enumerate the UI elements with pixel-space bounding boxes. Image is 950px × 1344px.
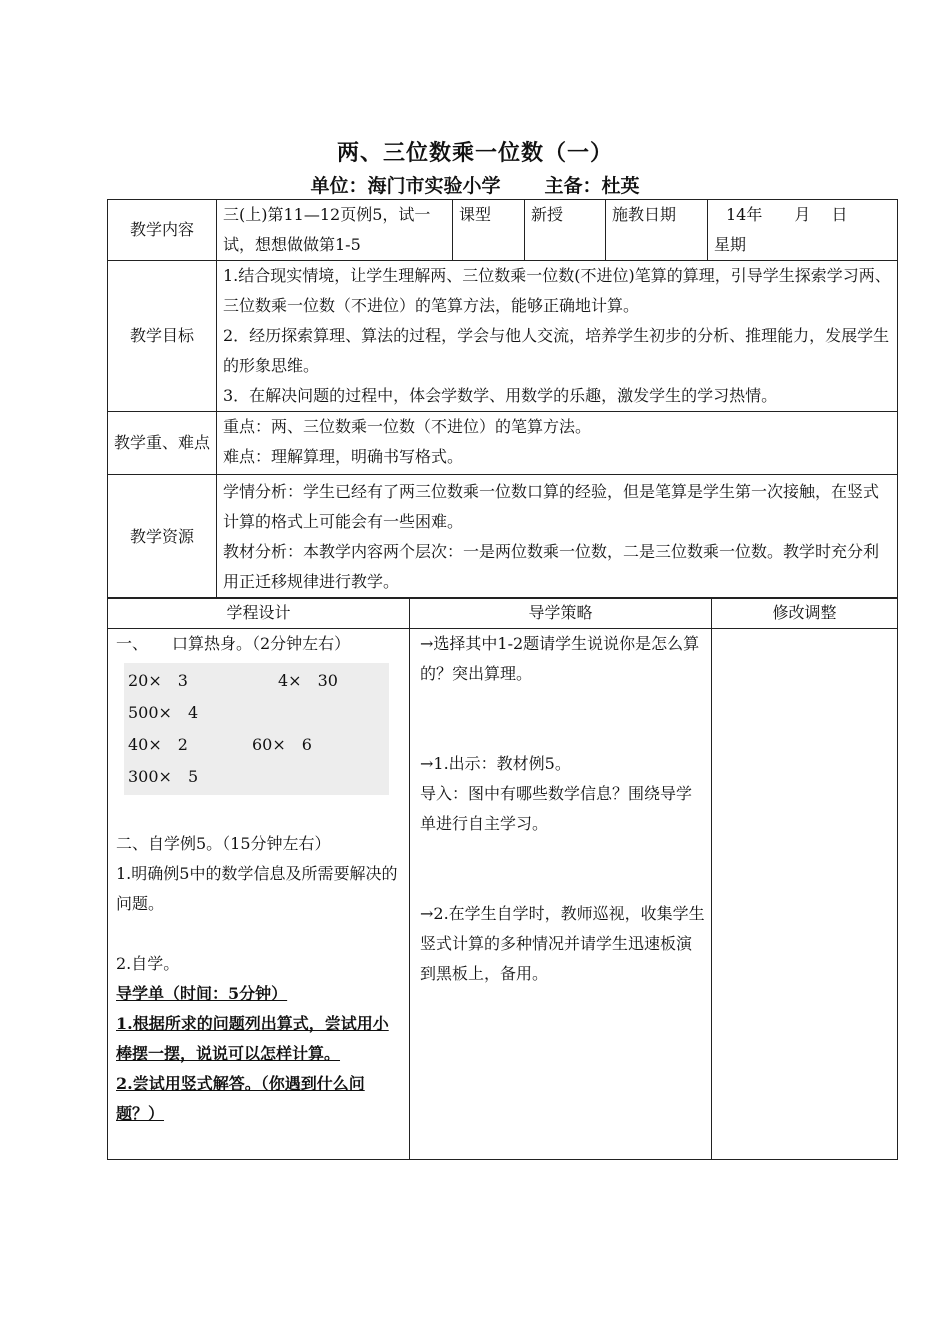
adjust-cell	[712, 629, 898, 1160]
goal-item: 2．经历探索算理、算法的过程，学会与他人交流，培养学生初步的分析、推理能力，发展学生的形象思维。	[223, 326, 890, 375]
self-study-step: 1.明确例5中的数学信息及所需要解决的问题。	[116, 864, 398, 913]
process-table	[107, 597, 898, 1160]
guide-title: 导学单（时间：5分钟）	[116, 984, 288, 1003]
col-header-adjust: 修改调整	[712, 598, 898, 629]
exercise: 60× 6	[252, 735, 312, 754]
exercise-box	[124, 663, 389, 795]
strategy-item: →选择其中1-2题请学生说说你是怎么算的？突出算理。	[420, 634, 700, 683]
type-label: 课型	[453, 200, 525, 261]
exercise: 20× 3	[128, 671, 188, 690]
unit-text: 单位：海门市实验小学	[310, 175, 501, 197]
resource-content	[217, 475, 898, 599]
strategy-cell	[410, 629, 712, 1160]
key-content	[217, 412, 898, 475]
exercise: 40× 2	[128, 735, 188, 754]
exercise: 500× 4	[128, 703, 199, 722]
resource-item: 学情分析：学生已经有了两三位数乘一位数口算的经验，但是笔算是学生第一次接触，在竖式计算的格式上可能会有一些困难。	[223, 481, 880, 531]
goal-label: 教学目标	[108, 261, 217, 412]
author-text: 主备：杜英	[544, 175, 640, 197]
strategy-item: →1.出示：教材例5。	[420, 754, 571, 773]
page-subtitle	[0, 171, 950, 198]
goal-item: 1.结合现实情境，让学生理解两、三位数乘一位数(不进位)笔算的算理，引导学生探索学习两、三位数乘一位数（不进位）的笔算方法，能够正确地计算。	[223, 266, 891, 315]
content-text: 三(上)第11—12页例5，试一试，想想做做第1-5	[217, 200, 453, 261]
exercise: 4× 30	[278, 671, 338, 690]
strategy-item: →2.在学生自学时，教师巡视，收集学生竖式计算的多种情况并请学生迅速板演到黑板上，备用。	[420, 904, 705, 983]
self-study-step: 2.自学。	[116, 954, 180, 973]
date-cell	[708, 200, 898, 261]
week-value: 星期	[714, 235, 747, 254]
type-value: 新授	[525, 200, 606, 261]
goal-content	[217, 261, 898, 412]
date-value: 14年 月 日	[726, 205, 848, 224]
strategy-item: 导入：图中有哪些数学信息？围绕导学单进行自主学习。	[420, 784, 693, 833]
guide-item: 2.尝试用竖式解答。（你遇到什么问题？）	[116, 1074, 365, 1123]
design-cell	[108, 629, 410, 1160]
lesson-info-table	[107, 199, 898, 599]
resource-item: 教材分析：本教学内容两个层次：一是两位数乘一位数，二是三位数乘一位数。教学时充分利用正迁移规律进行教学。	[223, 541, 880, 591]
content-label: 教学内容	[108, 200, 217, 261]
col-header-strategy: 导学策略	[410, 598, 712, 629]
difficult-point: 难点：理解算理，明确书写格式。	[223, 447, 464, 466]
col-header-design: 学程设计	[108, 598, 410, 629]
key-point: 重点：两、三位数乘一位数（不进位）的笔算方法。	[223, 417, 592, 436]
key-label: 教学重、难点	[108, 412, 217, 475]
resource-label: 教学资源	[108, 475, 217, 599]
goal-item: 3．在解决问题的过程中，体会学数学、用数学的乐趣，激发学生的学习热情。	[223, 386, 778, 405]
guide-item: 1.根据所求的问题列出算式，尝试用小棒摆一摆，说说可以怎样计算。	[116, 1014, 389, 1063]
warmup-title: 一、 口算热身。（2分钟左右）	[116, 634, 351, 653]
exercise: 300× 5	[128, 767, 199, 786]
date-label: 施教日期	[606, 200, 708, 261]
page-title: 两、三位数乘一位数（一）	[336, 140, 613, 166]
self-study-title: 二、自学例5。（15分钟左右）	[116, 834, 331, 853]
